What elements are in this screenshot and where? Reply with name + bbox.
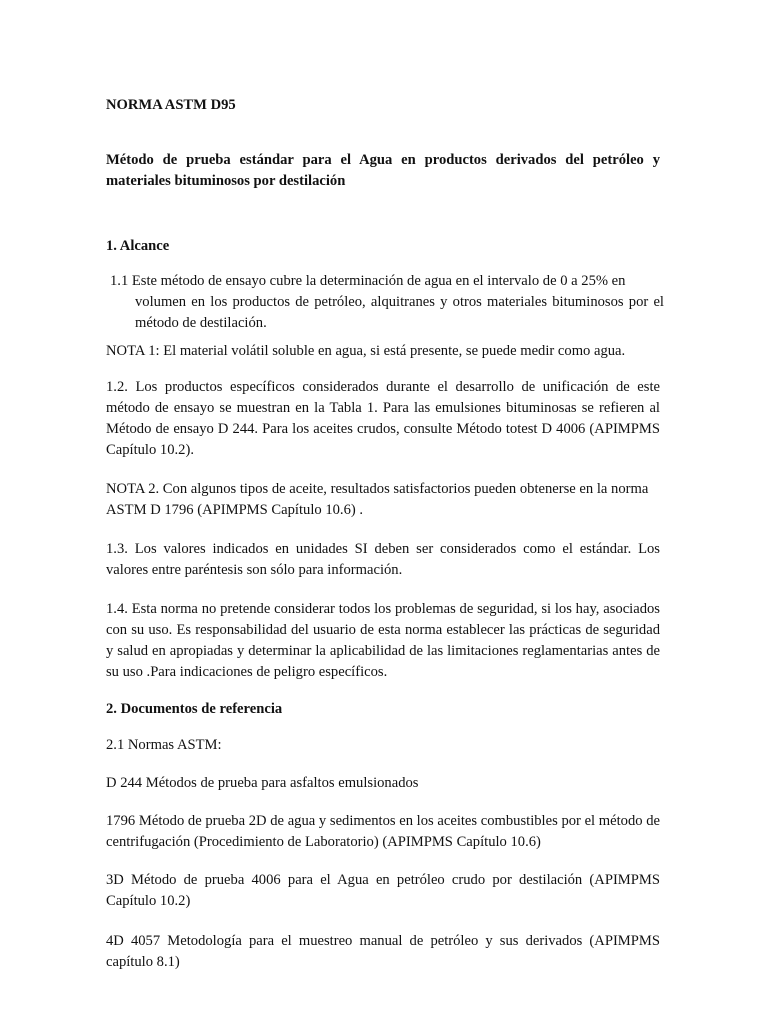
section-heading-alcance: 1. Alcance	[106, 238, 170, 254]
paragraph-1-1	[110, 271, 664, 334]
reference-d244: D 244 Métodos de prueba para asfaltos emulsionados	[106, 775, 419, 791]
document-title: NORMA ASTM D95	[106, 97, 236, 113]
section-heading-documentos: 2. Documentos de referencia	[106, 701, 283, 717]
document-page	[106, 90, 664, 973]
paragraph-1-3: 1.3. Los valores indicados en unidades SI deben ser considerados como el estándar. Los valores entre paréntesis son sólo para información.	[106, 541, 660, 578]
paragraph-1-1-continuation: volumen en los productos de petróleo, alquitranes y otros materiales bituminosos por el método de destilación.	[135, 294, 664, 331]
reference-4006: 3D Método de prueba 4006 para el Agua en petróleo crudo por destilación (APIMPMS Capítulo 10.2)	[106, 872, 660, 909]
reference-1796: 1796 Método de prueba 2D de agua y sedimentos en los aceites combustibles por el método de centrifugación (Procedimiento de Laboratorio) (APIMPMS Capítulo 10.6)	[106, 813, 660, 850]
paragraph-2-1: 2.1 Normas ASTM:	[106, 737, 222, 753]
paragraph-1-2: 1.2. Los productos específicos considerados durante el desarrollo de unificación de este método de ensayo se muestran en la Tabla 1. Para las emulsiones bituminosas se refieren al Método de ensayo D 244. Para los aceites crudos, consulte Método totest D 4006 (APIMPMS Capítulo 10.2).	[106, 379, 660, 458]
paragraph-1-1-first-line: 1.1 Este método de ensayo cubre la determinación de agua en el intervalo de 0 a 25% en	[110, 273, 626, 289]
note-1: NOTA 1: El material volátil soluble en agua, si está presente, se puede medir como agua.	[106, 343, 626, 359]
note-2: NOTA 2. Con algunos tipos de aceite, resultados satisfactorios pueden obtenerse en la norma ASTM D 1796 (APIMPMS Capítulo 10.6) .	[106, 481, 649, 518]
reference-4057: 4D 4057 Metodología para el muestreo manual de petróleo y sus derivados (APIMPMS capítulo 8.1)	[106, 933, 660, 970]
document-subtitle: Método de prueba estándar para el Agua en productos derivados del petróleo y materiales bituminosos por destilación	[106, 152, 660, 189]
paragraph-1-4: 1.4. Esta norma no pretende considerar todos los problemas de seguridad, si los hay, asociados con su uso. Es responsabilidad del usuario de esta norma establecer las prácticas de seguridad y salud en apropiadas y determinar la aplicabilidad de las limitaciones reglamentarias antes de su uso .Para indicaciones de peligro específicos.	[106, 601, 660, 680]
